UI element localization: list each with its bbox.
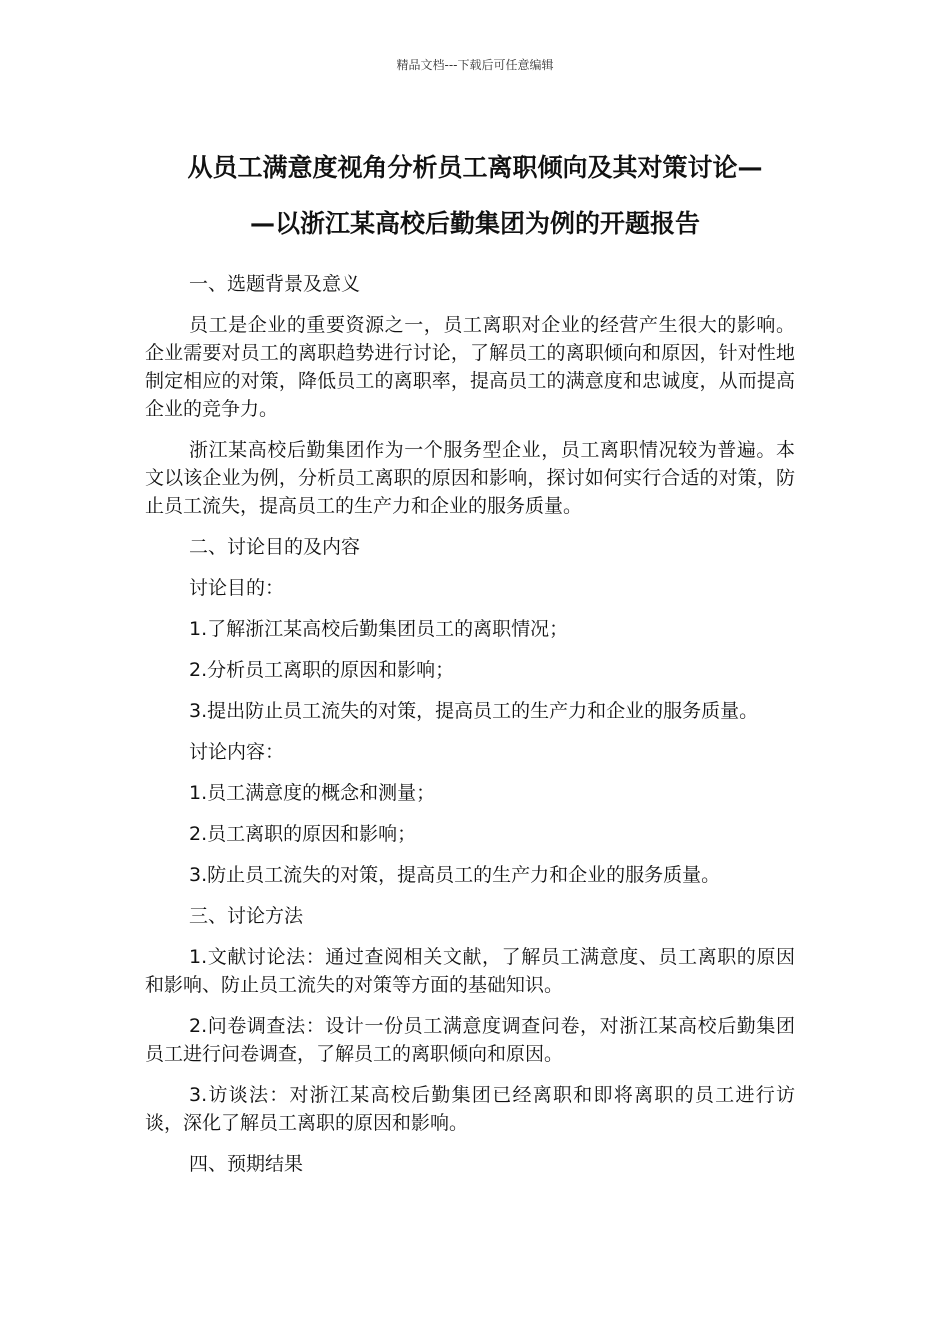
section-heading-background: 一、选题背景及意义 — [189, 273, 361, 295]
subheading-content: 讨论内容： — [189, 741, 285, 763]
purpose-item-2: 2.分析员工离职的原因和影响； — [189, 659, 455, 681]
content-item-1: 1.员工满意度的概念和测量； — [189, 782, 436, 804]
content-item-2: 2.员工离职的原因和影响； — [189, 823, 417, 845]
header-note: 精品文档---下载后可任意编辑 — [396, 58, 554, 72]
section-heading-purpose-content: 二、讨论目的及内容 — [189, 536, 361, 558]
purpose-item-3: 3.提出防止员工流失的对策，提高员工的生产力和企业的服务质量。 — [189, 700, 759, 722]
paragraph-background-2: 浙江某高校后勤集团作为一个服务型企业，员工离职情况较为普遍。本文以该企业为例，分析员工离职的原因和影响，探讨如何实行合适的对策，防止员工流失，提高员工的生产力和企业的服务质量。 — [145, 439, 795, 517]
subheading-purpose: 讨论目的： — [189, 577, 285, 599]
content-item-3: 3.防止员工流失的对策，提高员工的生产力和企业的服务质量。 — [189, 864, 721, 886]
title-line-2: —以浙江某高校后勤集团为例的开题报告 — [249, 209, 700, 238]
document-body — [145, 270, 795, 1191]
method-item-1: 1.文献讨论法：通过查阅相关文献，了解员工满意度、员工离职的原因和影响、防止员工流失的对策等方面的基础知识。 — [145, 946, 795, 996]
document-title — [145, 140, 805, 252]
paragraph-background-1: 员工是企业的重要资源之一，员工离职对企业的经营产生很大的影响。企业需要对员工的离职趋势进行讨论，了解员工的离职倾向和原因，针对性地制定相应的对策，降低员工的离职率，提高员工的满意度和忠诚度，从而提高企业的竞争力。 — [145, 314, 795, 420]
method-item-2: 2.问卷调查法：设计一份员工满意度调查问卷，对浙江某高校后勤集团员工进行问卷调查，了解员工的离职倾向和原因。 — [145, 1015, 795, 1065]
purpose-item-1: 1.了解浙江某高校后勤集团员工的离职情况； — [189, 618, 569, 640]
title-line-1: 从员工满意度视角分析员工离职倾向及其对策讨论— — [187, 153, 763, 182]
method-item-3: 3.访谈法：对浙江某高校后勤集团已经离职和即将离职的员工进行访谈，深化了解员工离职的原因和影响。 — [145, 1084, 795, 1134]
section-heading-methods: 三、讨论方法 — [189, 905, 304, 927]
section-heading-expected-results: 四、预期结果 — [189, 1153, 304, 1175]
